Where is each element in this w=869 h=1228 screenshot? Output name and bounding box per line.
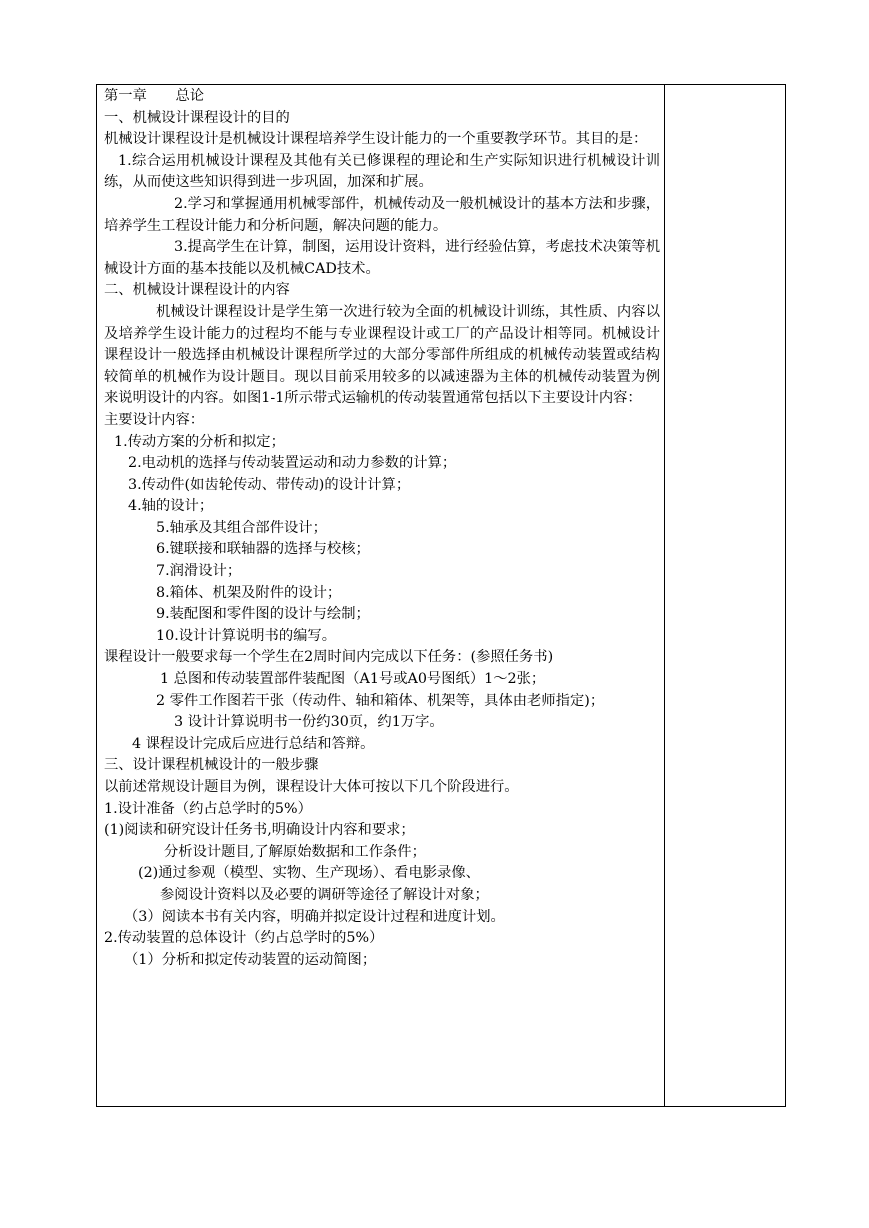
document-table bbox=[96, 84, 786, 1107]
list-item: 2.电动机的选择与传动装置运动和动力参数的计算； bbox=[128, 455, 457, 472]
step-line: （3）阅读本书有关内容，明确并拟定设计过程和进度计划。 bbox=[124, 908, 505, 925]
paragraph: 机械设计课程设计是学生第一次进行较为全面的机械设计训练，其性质、内容以及培养学生设计能力的过程均不能与专业课程设计或工厂的产品设计相等同。机械设计课程设计一般选择由机械设计课程所学过的大部分零部件所组成的机械传动装置或结构较简单的机械作为设计题目。现以目前采用较多的以减速器为主体的机械传动装置为例来说明设计的内容。如图1-1所示带式运输机的传动装置通常包括以下主要设计内容： bbox=[104, 303, 660, 407]
paragraph: 机械设计课程设计是机械设计课程培养学生设计能力的一个重要教学环节。其目的是： bbox=[104, 131, 648, 148]
list-item: 1.综合运用机械设计课程及其他有关已修课程的理论和生产实际知识进行机械设计训练，从而使这些知识得到进一步巩固，加深和扩展。 bbox=[104, 152, 660, 191]
step-line: (2)通过参观（模型、实物、生产现场）、看电影录像、 bbox=[138, 865, 480, 882]
list-item: 3.传动件(如齿轮传动、带传动)的设计计算； bbox=[128, 476, 411, 493]
list-item: 4.轴的设计； bbox=[128, 498, 214, 515]
task-item: 4 课程设计完成后应进行总结和答辩。 bbox=[132, 735, 375, 752]
section-heading: 三、设计课程机械设计的一般步骤 bbox=[104, 757, 319, 774]
section-heading: 二、机械设计课程设计的内容 bbox=[104, 282, 290, 299]
list-item: 2.学习和掌握通用机械零部件，机械传动及一般机械设计的基本方法和步骤，培养学生工程设计能力和分析问题，解决问题的能力。 bbox=[104, 195, 660, 234]
task-item: 2 零件工作图若干张（传动件、轴和箱体、机架等，具体由老师指定)； bbox=[156, 692, 605, 709]
main-content-cell bbox=[104, 86, 660, 971]
step-line: 参阅设计资料以及必要的调研等途径了解设计对象； bbox=[160, 886, 489, 903]
list-item: 5.轴承及其组合部件设计； bbox=[156, 519, 327, 536]
list-item: 8.箱体、机架及附件的设计； bbox=[156, 584, 342, 601]
list-item: 3.提高学生在计算，制图，运用设计资料，进行经验估算，考虑技术决策等机械设计方面的基本技能以及机械CAD技术。 bbox=[104, 239, 660, 277]
list-item: 1.传动方案的分析和拟定； bbox=[114, 433, 285, 450]
step-line: （1）分析和拟定传动装置的运动简图； bbox=[124, 951, 377, 968]
list-item: 10.设计计算说明书的编写。 bbox=[156, 627, 337, 644]
list-item: 9.装配图和零件图的设计与绘制； bbox=[156, 606, 370, 623]
requirement-text: 课程设计一般要求每一个学生在2周时间内完成以下任务：(参照任务书) bbox=[104, 649, 554, 666]
chapter-title: 第一章 总论 bbox=[104, 88, 205, 104]
section-heading: 一、机械设计课程设计的目的 bbox=[104, 109, 290, 126]
task-item: 3 设计计算说明书一份约30页，约1万字。 bbox=[174, 714, 444, 731]
list-title: 主要设计内容： bbox=[104, 411, 205, 428]
column-divider bbox=[664, 85, 665, 1106]
task-item: 1 总图和传动装置部件装配图（A1号或A0号图纸）1～2张； bbox=[160, 671, 546, 688]
list-item: 7.润滑设计； bbox=[156, 563, 242, 580]
step-line: (1)阅读和研究设计任务书,明确设计内容和要求； bbox=[104, 822, 415, 839]
stage-title: 2.传动装置的总体设计（约占总学时的5%） bbox=[104, 930, 384, 947]
stage-title: 1.设计准备（约占总学时的5%） bbox=[104, 800, 312, 817]
step-line: 分析设计题目,了解原始数据和工作条件； bbox=[164, 843, 426, 860]
paragraph: 以前述常规设计题目为例，课程设计大体可按以下几个阶段进行。 bbox=[104, 779, 519, 795]
list-item: 6.键联接和联轴器的选择与校核； bbox=[156, 541, 370, 558]
